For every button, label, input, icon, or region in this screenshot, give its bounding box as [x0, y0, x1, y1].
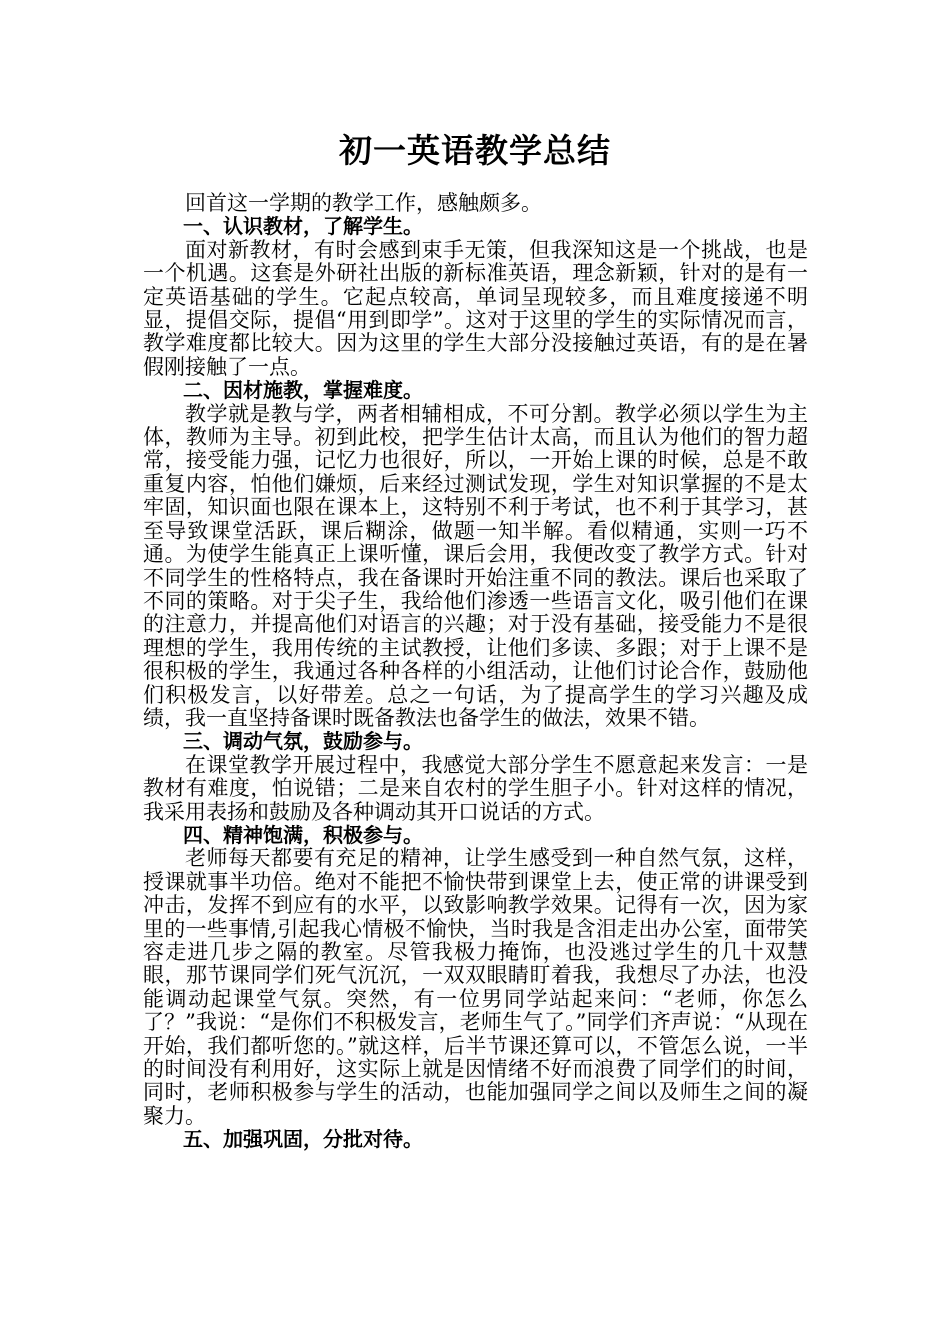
paragraph-section-3: 在课堂教学开展过程中，我感觉大部分学生不愿意起来发言：一是教材有难度，怕说错；二是来自农村的学生胆子小。针对这样的情况，我采用表扬和鼓励及各种调动其开口说话的方式。 [143, 752, 808, 824]
section-heading-2: 二、因材施教，掌握难度。 [183, 378, 423, 403]
section-heading-1: 一、认识教材，了解学生。 [183, 214, 423, 239]
paragraph-section-2: 教学就是教与学，两者相辅相成，不可分割。教学必须以学生为主体，教师为主导。初到此校，把学生估计太高，而且认为他们的智力超常，接受能力强，记忆力也很好，所以，一开始上课的时候，总是不敢重复内容，怕他们嫌烦，后来经过测试发现，学生对知识掌握的不是太牢固，知识面也限在课本上，这特别不利于考试，也不利于其学习，甚至导致课堂活跃，课后糊涂，做题一知半解。看似精通，实则一巧不通。为使学生能真正上课听懂，课后会用，我便改变了教学方式。针对不同学生的性格特点，我在备课时开始注重不同的教法。课后也采取了不同的策略。对于尖子生，我给他们渗透一些语言文化，吸引他们在课的注意力，并提高他们对语言的兴趣；对于没有基础，接受能力不是很理想的学生，我用传统的主试教授，让他们多读、多跟；对于上课不是很积极的学生，我通过各种各样的小组活动，让他们讨论合作，鼓励他们积极发言，以好带差。总之一句话，为了提高学生的学习兴趣及成绩，我一直坚持备课时既备教法也备学生的做法，效果不错。 [143, 401, 808, 730]
section-heading-3: 三、调动气氛，鼓励参与。 [183, 729, 423, 754]
document-title: 初一英语教学总结 [339, 131, 611, 170]
paragraph-section-4: 老师每天都要有充足的精神，让学生感受到一种自然气氛，这样，授课就事半功倍。绝对不能把不愉快带到课堂上去，使正常的讲课受到冲击，发挥不到应有的水平，以致影响教学效果。记得有一次，因为家里的一些事情,引起我心情极不愉快，当时我是含泪走出办公室，面带笑容走进几步之隔的教室。尽管我极力掩饰，也没逃过学生的几十双慧眼，那节课同学们死气沉沉，一双双眼睛盯着我，我想尽了办法，也没能调动起课堂气氛。突然，有一位男同学站起来问：“老师，你怎么了？”我说：“是你们不积极发言，老师生气了。”同学们齐声说：“从现在开始，我们都听您的。”就这样，后半节课还算可以，不管怎么说，一半的时间没有利用好，这实际上就是因情绪不好而浪费了同学们的时间，同时，老师积极参与学生的活动，也能加强同学之间以及师生之间的凝聚力。 [143, 846, 808, 1128]
document-body [143, 192, 808, 1152]
paragraph-section-1: 面对新教材，有时会感到束手无策，但我深知这是一个挑战，也是一个机遇。这套是外研社出版的新标准英语，理念新颖，针对的是有一定英语基础的学生。它起点较高，单词呈现较多，而且难度接递不明显，提倡交际，提倡“用到即学”。这对于这里的学生的实际情况而言，教学难度都比较大。因为这里的学生大部分没接触过英语，有的是在暑假刚接触了一点。 [143, 237, 808, 379]
paragraph-intro: 回首这一学期的教学工作，感触颇多。 [185, 191, 542, 215]
section-heading-4: 四、精神饱满，积极参与。 [183, 822, 423, 847]
section-heading-5: 五、加强巩固，分批对待。 [183, 1127, 423, 1152]
